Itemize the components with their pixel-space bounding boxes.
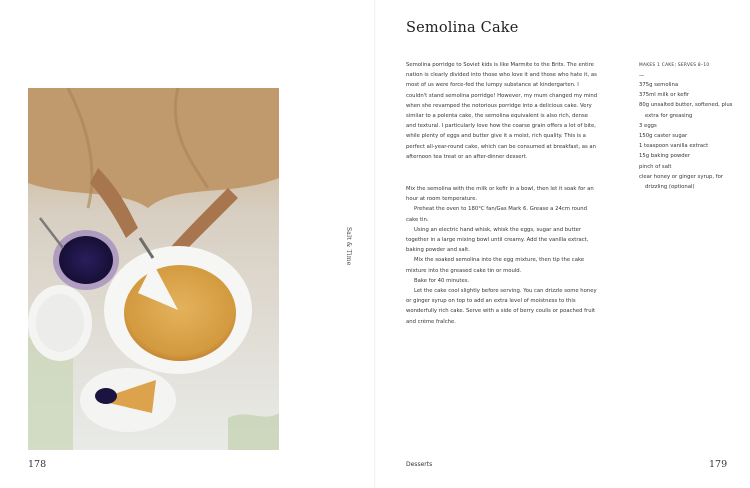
ingredient-item: clear honey or ginger syrup, for drizzling (optional) [639, 173, 724, 191]
section-footer: Desserts [406, 461, 433, 468]
gutter [374, 0, 376, 488]
ingredient-item: 375g semolina [639, 82, 679, 88]
method-step: Using an electric hand whisk, whisk the eggs, sugar and butter together in a large mixing bowl until creamy. Add the vanilla extract, baking powder and salt. [406, 226, 589, 254]
ingredient-item: pinch of salt [639, 163, 672, 170]
ingredients-panel [639, 62, 739, 192]
method-step: Mix the soaked semolina into the egg mixture, then tip the cake mixture into the greased cake tin or mould. [406, 257, 585, 274]
page-number-left: 178 [28, 459, 47, 470]
ingredient-item: 80g unsalted butter, softened, plus extra for greasing [639, 102, 733, 119]
food-photo [28, 88, 279, 450]
method-step: Let the cake cool slightly before serving. You can drizzle some honey or ginger syrup on top to add an extra level of moistness to this wonderfully rich cake. Serve with a side of berry coulis or poached fruit and crème fraîche. [406, 288, 597, 325]
ingredient-item: 1 teaspoon vanilla extract [639, 143, 709, 150]
recipe-intro [406, 60, 598, 162]
intro-paragraph: Semolina porridge to Soviet kids is like Marmite to the Brits. The entire nation is clearly divided into those who love it and those who hate it, as most of us were force-fed the lumpy substance at kindergarten. I couldn't stand semolina porridge! However, my mum changed my mind when she revamped the notorious porridge into a delicious cake. Very similar to a polenta cake, the semolina equivalent is also rich, dense and textural. I particularly love how the coarse grain offers a lot of bite, while plenty of eggs and butter give it a moist, rich quality. This is a perfect all-year-round cake, which can be consumed at breakfast, as an afternoon tea treat or an after-dinner dessert. [406, 62, 598, 160]
ingredient-item: 15g baking powder [639, 153, 691, 160]
ingredient-item: 150g caster sugar [639, 133, 688, 140]
running-head: Salt & Time [345, 227, 352, 266]
method-step: Bake for 40 minutes. [414, 277, 470, 284]
ingredient-item: 3 eggs [639, 122, 657, 129]
method-step: Preheat the oven to 180°C fan/Gas Mark 6. Grease a 24cm round cake tin. [406, 206, 587, 223]
ingredient-item: 375ml milk or kefir [639, 92, 690, 99]
recipe-method [406, 184, 598, 327]
recipe-yield: MAKES 1 CAKE; SERVES 8–10 [639, 63, 710, 68]
method-step: Mix the semolina with the milk or kefir in a bowl, then let it soak for an hour at room temperature. [406, 186, 594, 203]
page-number-right: 179 [709, 459, 728, 470]
food-photo-icon [28, 88, 279, 450]
recipe-title: Semolina Cake [406, 20, 519, 36]
separator: — [639, 73, 645, 79]
ingredient-list [639, 80, 739, 192]
